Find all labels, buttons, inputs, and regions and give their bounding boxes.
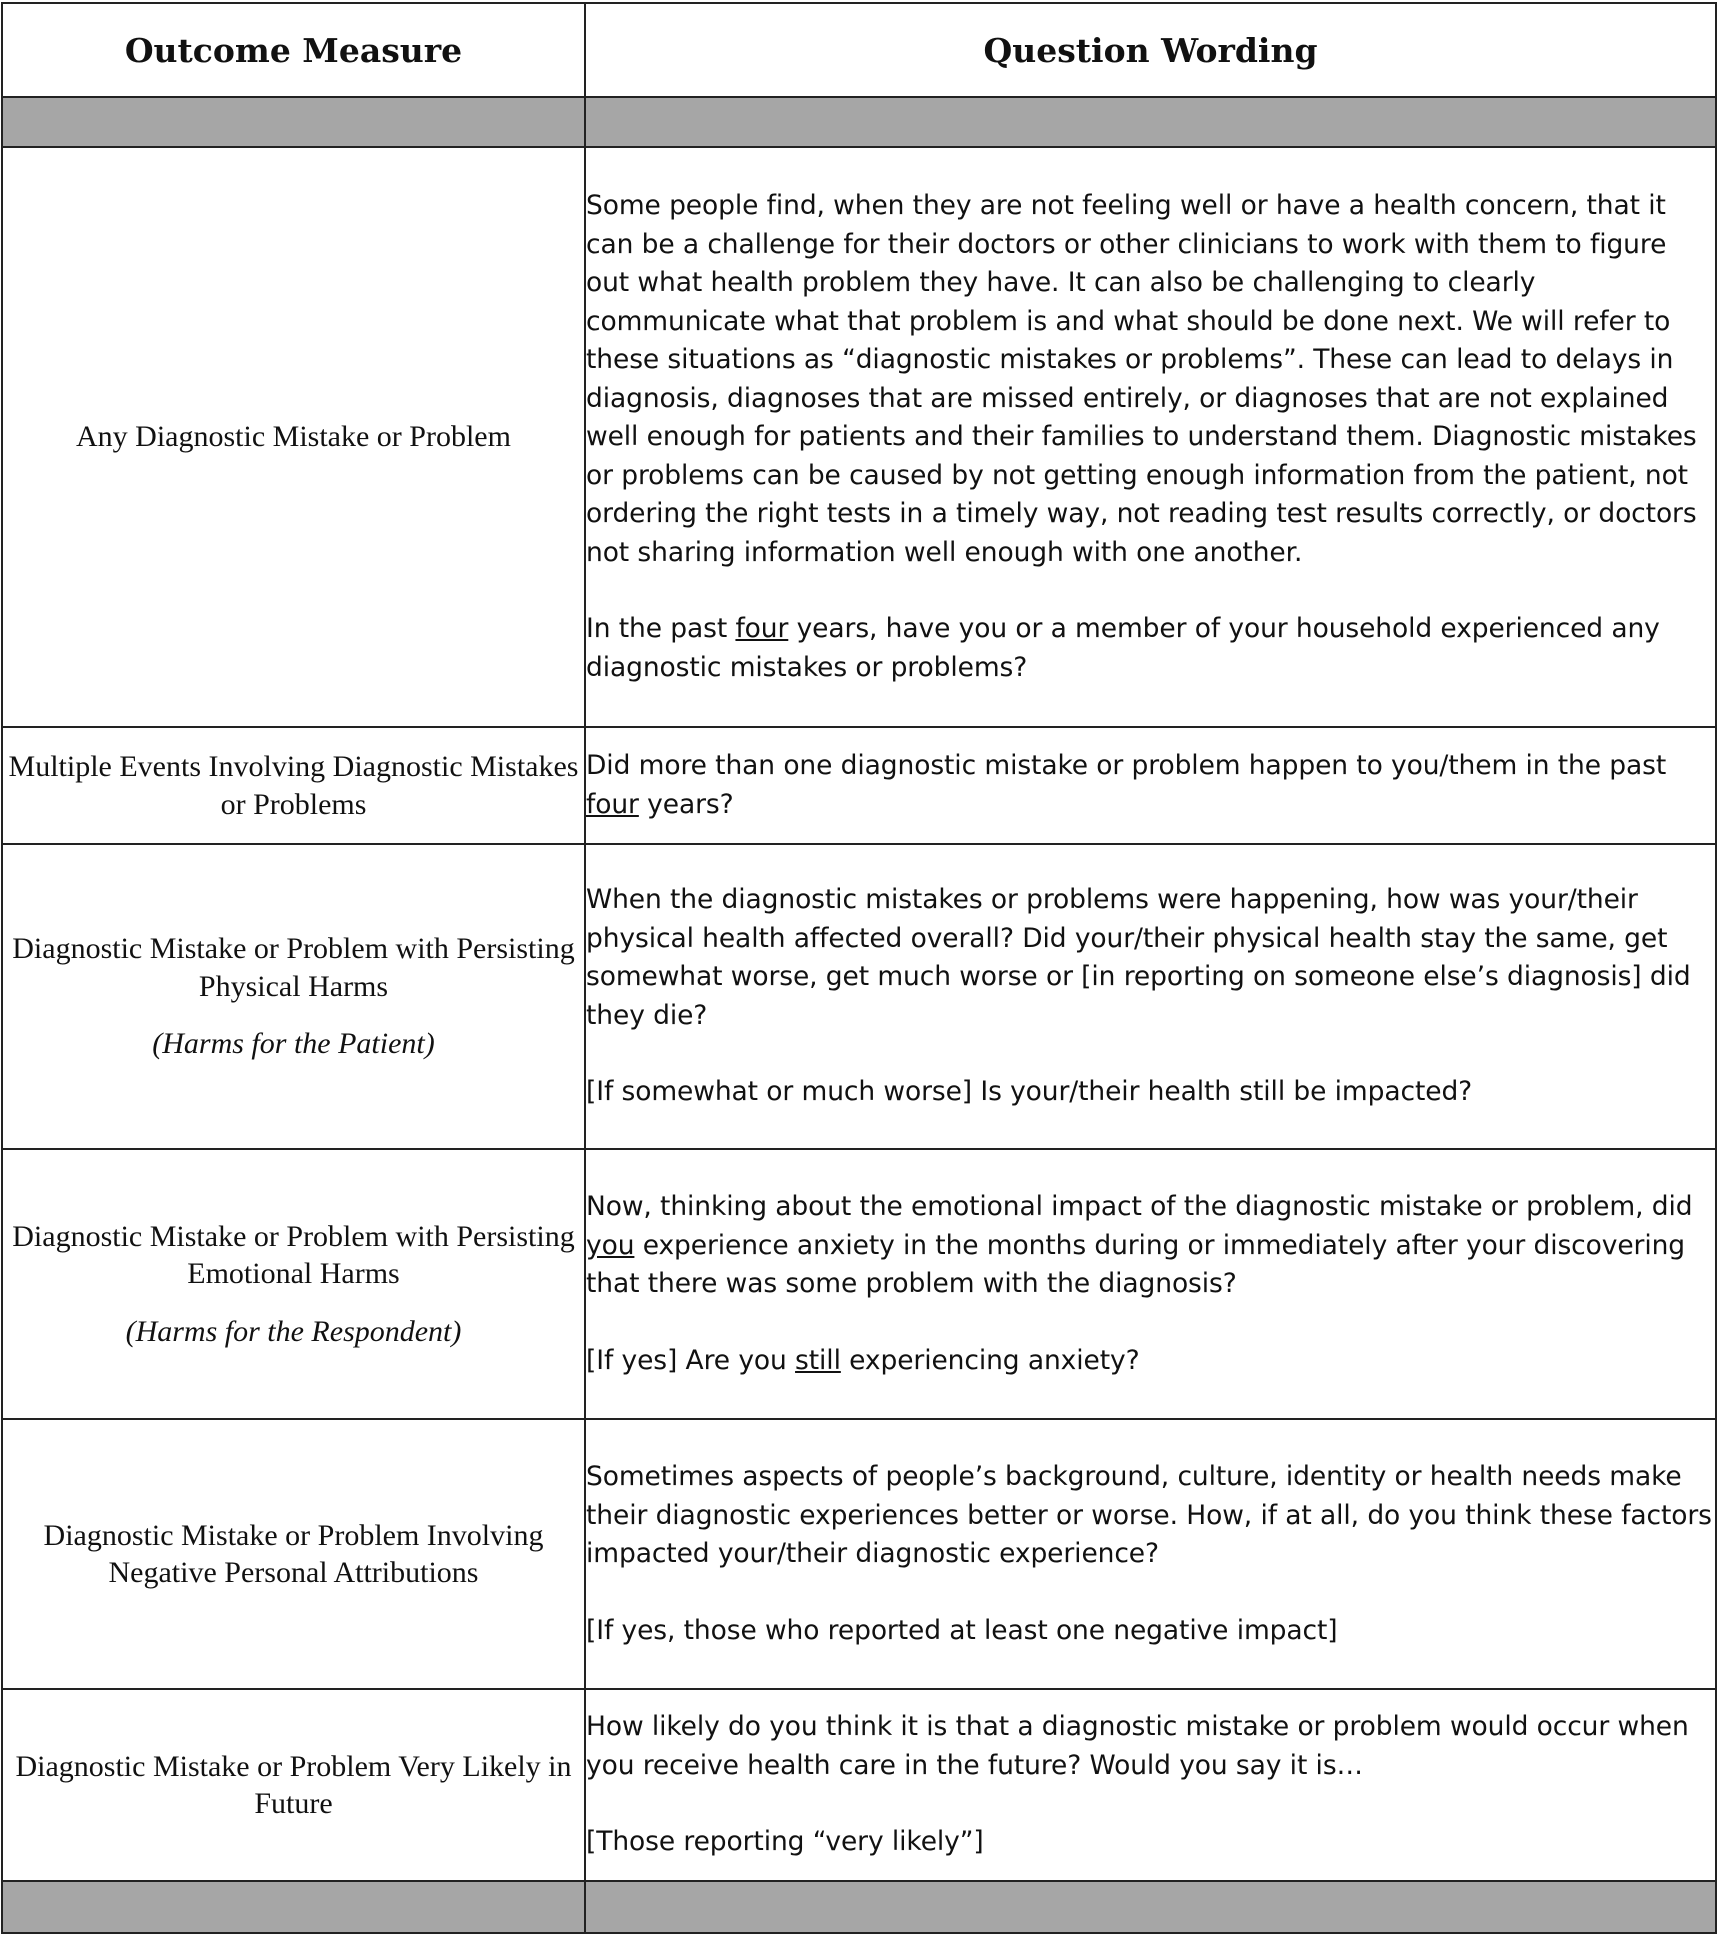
measure-label: Diagnostic Mistake or Problem with Persisting Physical Harms — [12, 932, 575, 1003]
separator-row-top — [2, 97, 1716, 147]
question-text: In the past four years, have you or a member of your household experienced any diagnostic mistakes or problems? — [586, 613, 1660, 683]
question-text: When the diagnostic mistakes or problems were happening, how was your/their physical health affected overall? Did your/their physical health stay the same, get somewhat worse, get much worse or [in reporting on someone else’s diagnosis] did they die? — [586, 884, 1691, 1031]
emphasis-underline: you — [586, 1229, 635, 1261]
question-text: [If somewhat or much worse] Is your/their health still be impacted? — [586, 1076, 1473, 1108]
measure-label: Multiple Events Involving Diagnostic Mistakes or Problems — [8, 750, 579, 821]
table-row — [2, 727, 1716, 844]
emphasis-underline: four — [735, 613, 789, 644]
question-text: [If yes, those who reported at least one negative impact] — [586, 1614, 1338, 1646]
measure-cell — [2, 1419, 585, 1689]
table-row — [2, 1419, 1716, 1689]
table-row — [2, 147, 1716, 727]
measure-label: Diagnostic Mistake or Problem Involving Negative Personal Attributions — [43, 1518, 544, 1589]
measure-cell — [2, 844, 585, 1149]
question-cell — [585, 727, 1716, 844]
question-cell — [585, 1149, 1716, 1419]
measure-cell — [2, 1149, 585, 1419]
measure-label: Diagnostic Mistake or Problem with Persisting Emotional Harms — [12, 1219, 575, 1291]
table-row — [2, 1689, 1716, 1881]
separator-row-bottom — [2, 1881, 1716, 1933]
header-outcome-measure: Outcome Measure — [2, 3, 585, 97]
question-text: Sometimes aspects of people’s background, culture, identity or health needs make their diagnostic experiences better or worse. How, if at all, do you think these factors impacted your/their diagnostic experience? — [586, 1461, 1712, 1569]
question-cell — [585, 147, 1716, 727]
header-row — [2, 3, 1716, 97]
header-question-wording: Question Wording — [585, 3, 1716, 97]
measure-note: (Harms for the Patient) — [152, 1027, 435, 1061]
outcome-measures-table — [1, 2, 1717, 1934]
measure-cell — [2, 727, 585, 844]
measure-note: (Harms for the Respondent) — [125, 1314, 462, 1348]
measure-label: Any Diagnostic Mistake or Problem — [76, 420, 511, 454]
question-cell — [585, 1419, 1716, 1689]
question-text: Now, thinking about the emotional impact of the diagnostic mistake or problem, did you experience anxiety in the months during or immediately after your discovering that there was some problem with the diagnosis? — [586, 1191, 1693, 1299]
emphasis-underline: still — [795, 1344, 841, 1376]
table-row — [2, 1149, 1716, 1419]
table-row — [2, 844, 1716, 1149]
measure-cell — [2, 147, 585, 727]
question-text: How likely do you think it is that a diagnostic mistake or problem would occur when you receive health care in the future? Would you say it is… — [586, 1711, 1689, 1781]
measure-label: Diagnostic Mistake or Problem Very Likely in Future — [15, 1749, 572, 1820]
emphasis-underline: four — [586, 788, 639, 820]
question-text: Some people find, when they are not feeling well or have a health concern, that it can be a challenge for their doctors or other clinicians to work with them to figure out what health problem they have. It can also be challenging to clearly communicate what that problem is and what should be done next. We will refer to these situations as “diagnostic mistakes or problems”. These can lead to delays in diagnosis, diagnoses that are missed entirely, or diagnoses that are not explained well enough for patients and their families to understand them. Diagnostic mistakes or problems can be caused by not getting enough information from the patient, not ordering the right tests in a timely way, not reading test results correctly, or doctors not sharing information well enough with one another. — [586, 190, 1697, 568]
question-text: Did more than one diagnostic mistake or problem happen to you/them in the past four years? — [586, 750, 1667, 820]
question-text: [Those reporting “very likely”] — [586, 1826, 984, 1858]
question-text: [If yes] Are you still experiencing anxiety? — [586, 1344, 1140, 1376]
question-cell — [585, 844, 1716, 1149]
measure-cell — [2, 1689, 585, 1881]
question-cell — [585, 1689, 1716, 1881]
